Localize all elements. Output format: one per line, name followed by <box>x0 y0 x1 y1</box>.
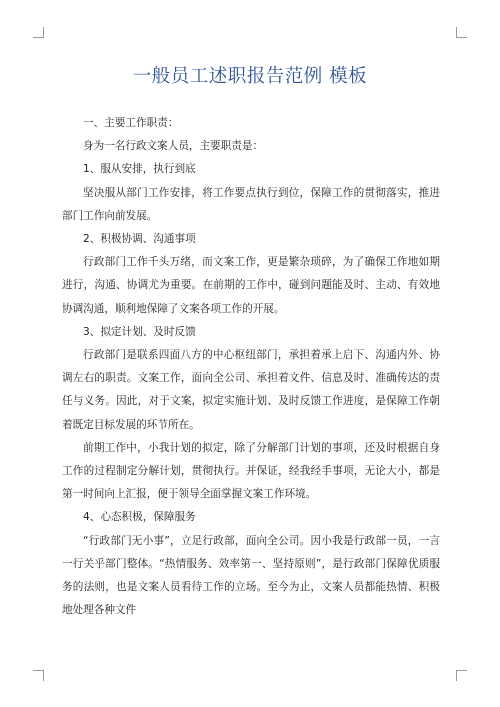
paragraph-1: 坚决服从部门工作安排，将工作要点执行到位，保障工作的贯彻落实，推进部门工作向前发展。 <box>62 186 440 222</box>
crop-mark-bottom-left <box>33 670 44 681</box>
subheading-3: 3、拟定计划、及时反馈 <box>83 325 196 338</box>
section-heading-responsibilities: 一、主要工作职责： <box>83 117 179 129</box>
subheading-2: 2、积极协调、沟通事项 <box>83 233 196 246</box>
document-title: 一般员工述职报告范例 模板 <box>132 66 368 87</box>
subheading-1: 1、服从安排，执行到底 <box>83 163 196 176</box>
paragraph-intro: 身为一名行政文案人员，主要职责是： <box>83 140 264 153</box>
crop-mark-top-right <box>456 27 467 38</box>
paragraph-2: 行政部门工作千头万绪，而文案工作，更是繁杂琐碎，为了确保工作地如期进行，沟通、协调尤为重要。在前期的工作中，碰到问题能及时、主动、有效地协调沟通，顺利地保障了文案各项工作的开展。 <box>62 256 440 315</box>
crop-mark-top-left <box>33 27 44 38</box>
paragraph-3b: 前期工作中，小我计划的拟定，除了分解部门计划的事项，还及时根据自身工作的过程制定分解计划，贯彻执行。并保证，经我经手事项，无论大小，都是第一时间向上汇报，便于领导全面掌握文案工作环境。 <box>62 441 440 501</box>
subheading-4: 4、心态积极，保障服务 <box>83 511 196 524</box>
paragraph-3a: 行政部门是联系四面八方的中心枢纽部门，承担着承上启下、沟通内外、协调左右的职责。文案工作，面向全公司、承担着文件、信息及时、准确传达的责任与义务。因此，对于文案，拟定实施计划、及时反馈工作进度，是保障工作朝着既定目标发展的环节所在。 <box>62 349 440 431</box>
document-body <box>62 112 440 622</box>
paragraph-4: “行政部门无小事”，立足行政部，面向全公司。因小我是行政部一员，一言一行关乎部门整体。“热情服务、效率第一、坚持原则”，是行政部门保障优质服务的法则，也是文案人员看待工作的立场。至今为止，文案人员都能热情、积极地处理各种文件 <box>62 534 440 617</box>
crop-mark-bottom-right <box>456 670 467 681</box>
